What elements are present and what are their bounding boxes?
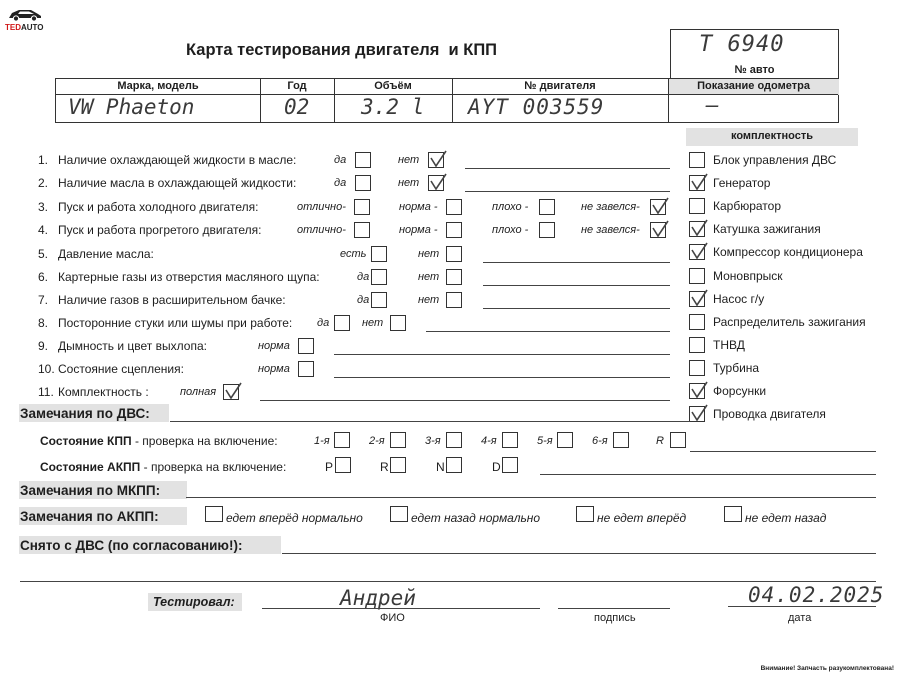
komplekt-checkbox[interactable] (689, 152, 705, 168)
option-label: полная (180, 386, 217, 398)
checkmark-icon (690, 173, 708, 193)
tested-by-label: Тестировал: (153, 595, 235, 609)
car-logo-icon (7, 6, 43, 22)
option-label: не завелся- (581, 224, 640, 236)
checkmark-icon (429, 173, 447, 193)
option-label: отлично- (297, 201, 346, 213)
option-checkbox[interactable] (355, 152, 371, 168)
akpp-option-label: не едет вперёд (597, 511, 687, 525)
akpp-label (40, 460, 286, 474)
signature-label: подпись (594, 612, 636, 624)
komplekt-checkbox[interactable] (689, 221, 705, 237)
checkmark-icon (690, 289, 708, 309)
komplekt-checkbox[interactable] (689, 268, 705, 284)
odometer-label: Показание одометра (697, 80, 810, 92)
komplekt-item-label: Насос г/у (713, 291, 765, 306)
option-checkbox[interactable] (650, 222, 666, 238)
question-text: Пуск и работа прогретого двигателя: (58, 223, 262, 237)
akpp-option-label: едет назад нормально (411, 511, 541, 525)
option-label: да (357, 294, 370, 306)
checkmark-icon (651, 220, 669, 240)
akpp-label-rest: - проверка на включение: (140, 460, 287, 474)
komplekt-item-label: Блок управления ДВС (713, 153, 837, 167)
option-checkbox[interactable] (428, 175, 444, 191)
option-label: есть (340, 248, 367, 260)
komplekt-item-label: Генератор (713, 176, 771, 191)
option-checkbox[interactable] (371, 246, 387, 262)
question-text: Пуск и работа холодного двигателя: (58, 200, 259, 214)
question-text: Дымность и цвет выхлопа: (58, 339, 207, 353)
option-label: отлично- (297, 224, 346, 236)
kpp-gear-label: 1-я (314, 435, 330, 447)
kpp-gear-checkbox[interactable] (334, 432, 350, 448)
date-label: дата (788, 612, 812, 624)
remarks-dvs-label: Замечания по ДВС: (20, 406, 150, 421)
komplekt-checkbox[interactable] (689, 198, 705, 214)
komplekt-item-label: ТНВД (713, 337, 745, 352)
make-model-label: Марка, модель (117, 80, 199, 92)
option-label: нет (418, 294, 440, 306)
option-checkbox[interactable] (371, 292, 387, 308)
akpp-option-checkbox[interactable] (576, 506, 594, 522)
option-label: плохо - (492, 201, 529, 213)
option-checkbox[interactable] (446, 269, 462, 285)
kpp-gear-checkbox[interactable] (390, 432, 406, 448)
akpp-gear-label: P (325, 460, 334, 474)
signer-name: Андрей (340, 586, 416, 610)
akpp-gear-label: N (436, 460, 445, 474)
question-number: 3. (38, 200, 49, 214)
komplekt-item-label: Турбина (713, 360, 760, 375)
removed-from-engine-label: Снято с ДВС (по согласованию!): (20, 538, 243, 553)
option-checkbox[interactable] (446, 222, 462, 238)
option-checkbox[interactable] (446, 199, 462, 215)
question-text: Посторонние стуки или шумы при работе: (58, 316, 293, 330)
komplekt-checkbox[interactable] (689, 244, 705, 260)
question-number: 1. (38, 153, 49, 167)
option-checkbox[interactable] (650, 199, 666, 215)
question-number: 11. (38, 385, 54, 399)
kpp-gear-checkbox[interactable] (446, 432, 462, 448)
kpp-gear-checkbox[interactable] (613, 432, 629, 448)
option-label: да (357, 271, 370, 283)
option-label: норма - (399, 201, 438, 213)
make-model-value: VW Phaeton (68, 95, 195, 119)
checkmark-icon (690, 404, 708, 424)
komplekt-item-label: Компрессор кондиционера (713, 245, 863, 260)
question-text: Наличие газов в расширительном бачке: (58, 293, 286, 307)
option-label: плохо - (492, 224, 529, 236)
checkmark-icon (690, 242, 708, 262)
option-label: нет (398, 154, 420, 166)
kpp-gear-label: 4-я (481, 435, 497, 447)
question-number: 5. (38, 247, 49, 261)
engine-number-value: AYT 003559 (468, 95, 605, 119)
kpp-label-bold: Состояние КПП (40, 434, 132, 448)
question-number: 2. (38, 176, 49, 190)
kpp-gear-checkbox[interactable] (557, 432, 573, 448)
komplekt-checkbox[interactable] (689, 360, 705, 376)
akpp-gear-checkbox[interactable] (390, 457, 406, 473)
warning-text: Внимание! Запчасть разукомплектована! (760, 665, 894, 672)
option-checkbox[interactable] (355, 175, 371, 191)
option-label: не завелся- (581, 201, 640, 213)
odometer-value: — (706, 93, 719, 117)
kpp-label-rest: - проверка на включение: (131, 434, 278, 448)
akpp-gear-label: R (380, 460, 389, 474)
checkmark-icon (224, 382, 242, 402)
remarks-dvs-line (170, 421, 690, 422)
option-label: норма (258, 340, 290, 352)
komplekt-item-label: Форсунки (713, 384, 767, 398)
komplekt-checkbox[interactable] (689, 291, 705, 307)
date-value: 04.02.2025 (748, 583, 885, 607)
option-checkbox[interactable] (446, 246, 462, 262)
akpp-gear-checkbox[interactable] (446, 457, 462, 473)
option-label: нет (418, 271, 440, 283)
komplekt-item-label: Карбюратор (713, 199, 782, 214)
question-number: 8. (38, 316, 49, 330)
kpp-gear-label: 3-я (425, 435, 441, 447)
checkmark-icon (690, 381, 708, 401)
kpp-gear-label: R (656, 435, 664, 447)
option-checkbox[interactable] (334, 315, 350, 331)
question-text: Картерные газы из отверстия масляного щупа: (58, 270, 320, 284)
option-label: да (317, 317, 330, 329)
auto-number-label: № авто (734, 64, 775, 76)
vehicle-header-table (55, 78, 839, 123)
question-number: 9. (38, 339, 49, 353)
option-checkbox[interactable] (539, 222, 555, 238)
option-checkbox[interactable] (298, 361, 314, 377)
question-text: Состояние сцепления: (58, 362, 184, 376)
akpp-gear-checkbox[interactable] (335, 457, 351, 473)
checkmark-icon (429, 150, 447, 170)
komplekt-checkbox[interactable] (689, 175, 705, 191)
kpp-gear-label: 5-я (537, 435, 553, 447)
question-number: 7. (38, 293, 49, 307)
kpp-gear-label: 2-я (369, 435, 385, 447)
option-label: нет (398, 177, 420, 189)
option-label: да (334, 177, 347, 189)
komplekt-checkbox[interactable] (689, 314, 705, 330)
akpp-gear-label: D (492, 460, 501, 474)
remarks-akpp-label: Замечания по АКПП: (20, 509, 159, 524)
checkmark-icon (690, 219, 708, 239)
logo-text-left: TED (5, 23, 21, 32)
option-label: норма - (399, 224, 438, 236)
option-checkbox[interactable] (354, 199, 370, 215)
logo (5, 6, 45, 36)
option-checkbox[interactable] (354, 222, 370, 238)
kpp-gear-checkbox[interactable] (670, 432, 686, 448)
remarks-mkpp-label: Замечания по МКПП: (20, 483, 161, 498)
checkmark-icon (651, 197, 669, 217)
question-number: 6. (38, 270, 49, 284)
option-checkbox[interactable] (446, 292, 462, 308)
akpp-option-checkbox[interactable] (724, 506, 742, 522)
akpp-label-bold: Состояние АКПП (40, 460, 141, 474)
volume-value: 3.2 l (361, 95, 425, 119)
auto-number-value: T 6940 (699, 32, 785, 57)
option-checkbox[interactable] (539, 199, 555, 215)
option-label: да (334, 154, 347, 166)
engine-number-label: № двигателя (524, 80, 596, 92)
logo-text-right: AUTO (21, 23, 44, 32)
question-text: Давление масла: (58, 247, 154, 261)
komplekt-title: комплектность (730, 130, 814, 142)
komplekt-item-label: Проводка двигателя (713, 407, 826, 422)
question-text: Комплектность : (58, 385, 149, 399)
volume-label: Объём (374, 80, 412, 92)
option-checkbox[interactable] (428, 152, 444, 168)
komplekt-checkbox[interactable] (689, 383, 705, 399)
year-label: Год (287, 80, 307, 92)
option-checkbox[interactable] (298, 338, 314, 354)
year-value: 02 (284, 95, 310, 119)
page-title: Карта тестирования двигателя и КПП (186, 41, 498, 59)
question-number: 4. (38, 223, 49, 237)
question-text: Наличие охлаждающей жидкости в масле: (58, 153, 297, 167)
auto-number-box (670, 29, 839, 79)
option-label: нет (418, 248, 440, 260)
akpp-option-label: едет вперёд нормально (226, 511, 363, 525)
komplekt-item-label: Катушка зажигания (713, 222, 821, 237)
kpp-gear-label: 6-я (592, 435, 608, 447)
akpp-gear-checkbox[interactable] (502, 457, 518, 473)
option-label: нет (362, 317, 384, 329)
akpp-option-checkbox[interactable] (205, 506, 223, 522)
akpp-option-label: не едет назад (745, 511, 827, 525)
komplekt-item-label: Моновпрыск (713, 268, 783, 283)
komplekt-checkbox[interactable] (689, 406, 705, 422)
option-checkbox[interactable] (371, 269, 387, 285)
komplekt-checkbox[interactable] (689, 337, 705, 353)
question-number: 10. (38, 362, 55, 376)
option-checkbox[interactable] (390, 315, 406, 331)
kpp-gear-checkbox[interactable] (502, 432, 518, 448)
komplekt-item-label: Распределитель зажигания (713, 314, 866, 329)
option-label: норма (258, 363, 290, 375)
akpp-option-checkbox[interactable] (390, 506, 408, 522)
option-checkbox[interactable] (223, 384, 239, 400)
fio-label: ФИО (380, 612, 405, 624)
kpp-label (40, 434, 278, 448)
question-text: Наличие масла в охлаждающей жидкости: (58, 176, 297, 190)
